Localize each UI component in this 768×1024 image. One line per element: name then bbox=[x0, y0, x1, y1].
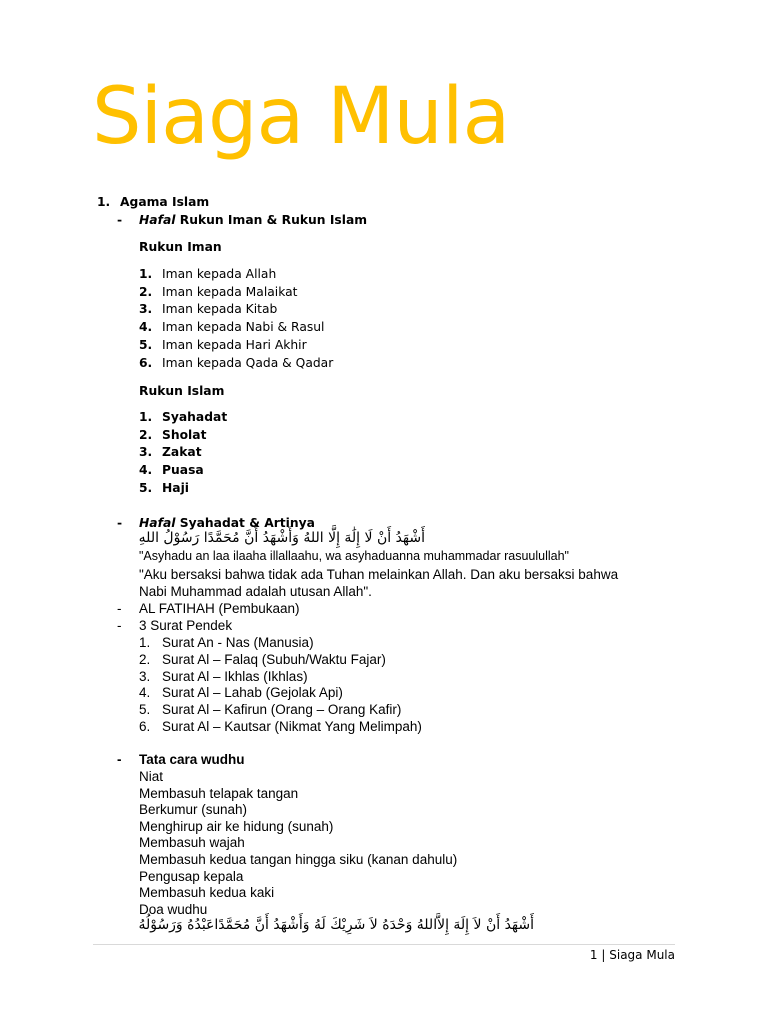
hafal-rest: Rukun Iman & Rukun Islam bbox=[175, 213, 368, 227]
list-item-number: 3. bbox=[139, 668, 151, 684]
wudhu-step: Membasuh telapak tangan bbox=[139, 785, 299, 801]
list-item-number: 1. bbox=[139, 410, 153, 424]
footer-label: Siaga Mula bbox=[609, 948, 675, 962]
rukun-islam-item: Zakat bbox=[162, 445, 202, 460]
page-footer bbox=[590, 948, 675, 962]
list-item-number: 1. bbox=[139, 267, 153, 281]
list-item-number: 3. bbox=[139, 445, 153, 460]
surat-item: Surat Al – Ikhlas (Ikhlas) bbox=[162, 668, 308, 684]
rukun-iman-item: Iman kepada Malaikat bbox=[162, 284, 298, 299]
rukun-iman-item: Iman kepada Qada & Qadar bbox=[162, 355, 334, 370]
rukun-islam-item: Haji bbox=[162, 480, 190, 495]
rukun-iman-item: Iman kepada Kitab bbox=[162, 302, 278, 317]
list-item-number: 5. bbox=[139, 702, 151, 718]
footer-divider bbox=[93, 944, 675, 945]
section-number: 1. bbox=[97, 195, 111, 209]
list-item-number: 3. bbox=[139, 302, 153, 317]
list-item-number: 4. bbox=[139, 685, 151, 701]
section-heading: Agama Islam bbox=[120, 195, 210, 209]
wudhu-step: Niat bbox=[139, 769, 164, 784]
rukun-iman-item: Iman kepada Hari Akhir bbox=[162, 337, 307, 352]
list-item-number: 2. bbox=[139, 284, 153, 299]
bullet-dash: - bbox=[117, 618, 122, 633]
list-item-number: 5. bbox=[139, 337, 153, 352]
hafal-rukun-line bbox=[139, 213, 367, 228]
bullet-dash: - bbox=[117, 752, 122, 767]
bullet-dash: - bbox=[117, 601, 122, 616]
surat-item: Surat An - Nas (Manusia) bbox=[162, 635, 314, 650]
syahadat-latin: "Asyhadu an laa ilaaha illallaahu, wa asyhaduanna muhammadar rasuulullah" bbox=[139, 549, 569, 563]
list-item-number: 2. bbox=[139, 427, 153, 442]
syahadat-meaning-1: "Aku bersaksi bahwa tidak ada Tuhan melainkan Allah. Dan aku bersaksi bahwa bbox=[139, 567, 619, 582]
document-title: Siaga Mula bbox=[92, 72, 510, 162]
list-item-number: 1. bbox=[139, 635, 151, 650]
fatihah-item: AL FATIHAH (Pembukaan) bbox=[139, 601, 300, 616]
wudhu-step: Membasuh wajah bbox=[139, 835, 245, 851]
wudhu-step: Pengusap kepala bbox=[139, 868, 244, 884]
hafal-italic: Hafal bbox=[139, 516, 176, 530]
page-number: 1 bbox=[589, 948, 598, 962]
surat-item: Surat Al – Lahab (Gejolak Api) bbox=[162, 685, 343, 701]
syahadat-arabic: أَشْهَدُ أَنْ لَا إِلَٰهَ إِلَّا اللهُ وَأَشْهَدُ أَنَّ مُحَمَّدًا رَسُوْلُ اللهِ bbox=[138, 530, 425, 546]
rukun-iman-heading: Rukun Iman bbox=[139, 240, 222, 254]
rukun-iman-item: Iman kepada Allah bbox=[162, 267, 277, 281]
rukun-islam-item: Syahadat bbox=[162, 410, 228, 424]
surat-item: Surat Al – Kautsar (Nikmat Yang Melimpah) bbox=[162, 719, 422, 734]
rukun-islam-heading: Rukun Islam bbox=[139, 384, 225, 398]
bullet-dash: - bbox=[117, 516, 123, 530]
surat-item: Surat Al – Kafirun (Orang – Orang Kafir) bbox=[162, 702, 402, 718]
list-item-number: 4. bbox=[139, 320, 153, 335]
doa-wudhu-arabic: أَشْهَدُ أَنْ لاَ إِلَهَ إِلاَّاللهُ وَحْدَهُ لاَ شَرِيْكَ لَهُ وَأَشْهَدُ أَنَّ مُحَمَّدًاعَبْدُهُ وَرَسُوْلُهُ bbox=[138, 917, 534, 933]
rukun-iman-item: Iman kepada Nabi & Rasul bbox=[162, 320, 325, 335]
hafal-italic: Hafal bbox=[139, 213, 176, 227]
wudhu-step: Membasuh kedua tangan hingga siku (kanan dahulu) bbox=[139, 852, 458, 867]
rukun-islam-item: Puasa bbox=[162, 463, 204, 478]
rukun-islam-item: Sholat bbox=[162, 427, 207, 442]
hafal-rest: Syahadat & Artinya bbox=[175, 516, 315, 530]
list-item-number: 2. bbox=[139, 651, 151, 667]
bullet-dash: - bbox=[117, 213, 123, 227]
list-item-number: 6. bbox=[139, 355, 153, 370]
wudhu-step: Doa wudhu bbox=[139, 901, 208, 917]
surat-pendek-heading: 3 Surat Pendek bbox=[139, 618, 233, 633]
list-item-number: 5. bbox=[139, 480, 153, 495]
list-item-number: 4. bbox=[139, 463, 153, 478]
footer-separator: | bbox=[601, 948, 606, 962]
list-item-number: 6. bbox=[139, 719, 151, 734]
wudhu-step: Berkumur (sunah) bbox=[139, 802, 248, 818]
hafal-syahadat-line bbox=[139, 516, 315, 531]
syahadat-meaning-2: Nabi Muhammad adalah utusan Allah". bbox=[139, 584, 372, 599]
wudhu-step: Membasuh kedua kaki bbox=[139, 885, 275, 901]
surat-item: Surat Al – Falaq (Subuh/Waktu Fajar) bbox=[162, 651, 386, 667]
wudhu-heading: Tata cara wudhu bbox=[139, 752, 245, 767]
wudhu-step: Menghirup air ke hidung (sunah) bbox=[139, 818, 334, 834]
